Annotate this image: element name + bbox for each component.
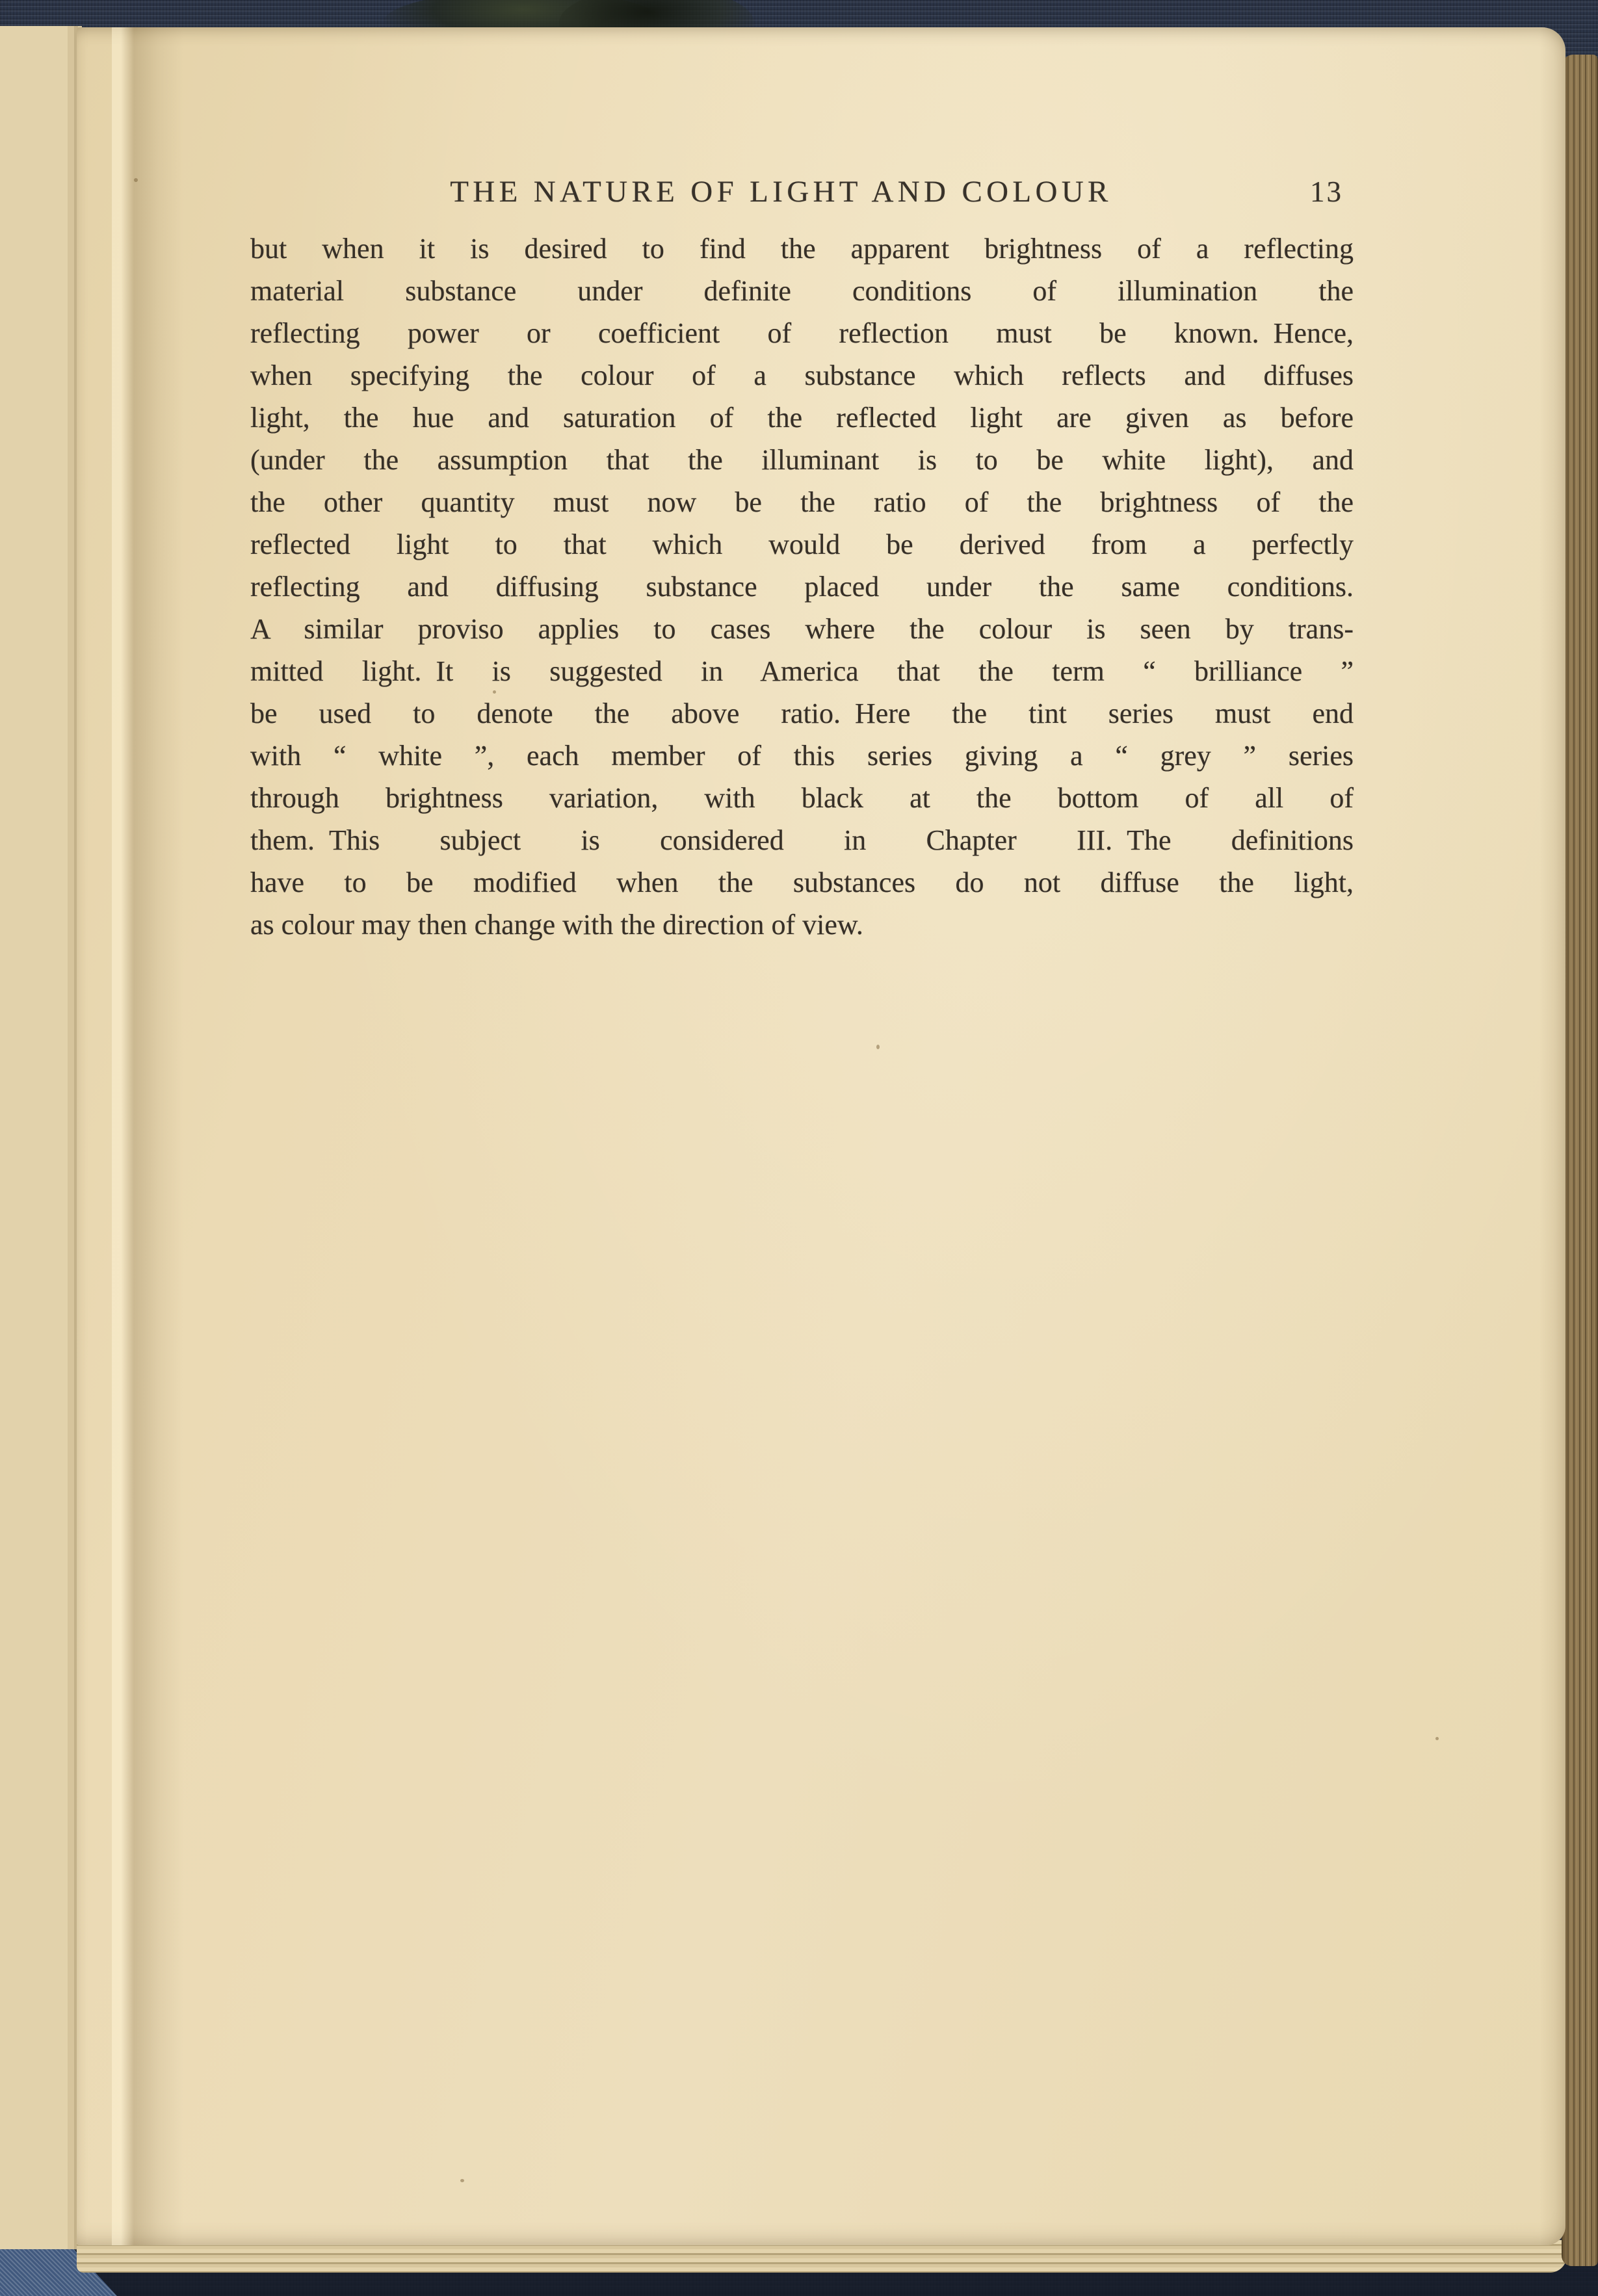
text-line: but when it is desired to find the apparent brightness of a reflecting: [250, 233, 1354, 265]
page-number: 13: [1310, 176, 1343, 208]
text-line: A similar proviso applies to cases where the colour is seen by trans-: [250, 613, 1354, 645]
text-line: material substance under definite conditions of illumination the: [250, 275, 1354, 307]
text-line: have to be modified when the substances do not diffuse the light,: [250, 867, 1354, 898]
text-line: with “ white ”, each member of this series giving a “ grey ” series: [250, 740, 1354, 772]
text-line: through brightness variation, with black at the bottom of all of: [250, 782, 1354, 814]
text-line: mitted light. It is suggested in America that the term “ brilliance ”: [250, 655, 1354, 687]
body-text: [250, 228, 1354, 946]
page-header: [250, 169, 1354, 215]
text-line: when specifying the colour of a substance which reflects and diffuses: [250, 359, 1354, 391]
text-line: light, the hue and saturation of the reflected light are given as before: [250, 402, 1354, 434]
text-line: be used to denote the above ratio. Here the tint series must end: [250, 698, 1354, 729]
paper-speck: [1435, 1737, 1439, 1740]
page-stack-left-edge: [0, 26, 82, 2249]
page-stack-fore-edge: [1562, 55, 1598, 2266]
text-line: reflecting and diffusing substance placed under the same conditions.: [250, 571, 1354, 603]
text-line: reflecting power or coefficient of reflection must be known. Hence,: [250, 317, 1354, 349]
book-page: [77, 27, 1565, 2245]
running-title: THE NATURE OF LIGHT AND COLOUR: [450, 175, 1112, 209]
text-line: (under the assumption that the illuminant is to be white light), and: [250, 444, 1354, 476]
text-line: reflected light to that which would be derived from a perfectly: [250, 528, 1354, 560]
text-line: them. This subject is considered in Chapter III. The definitions: [250, 824, 1354, 856]
paper-speck: [134, 178, 138, 182]
text-line: as colour may then change with the direction of view.: [250, 909, 863, 941]
paper-speck: [876, 1045, 880, 1049]
paper-speck: [460, 2179, 464, 2182]
text-line: the other quantity must now be the ratio of the brightness of the: [250, 486, 1354, 518]
